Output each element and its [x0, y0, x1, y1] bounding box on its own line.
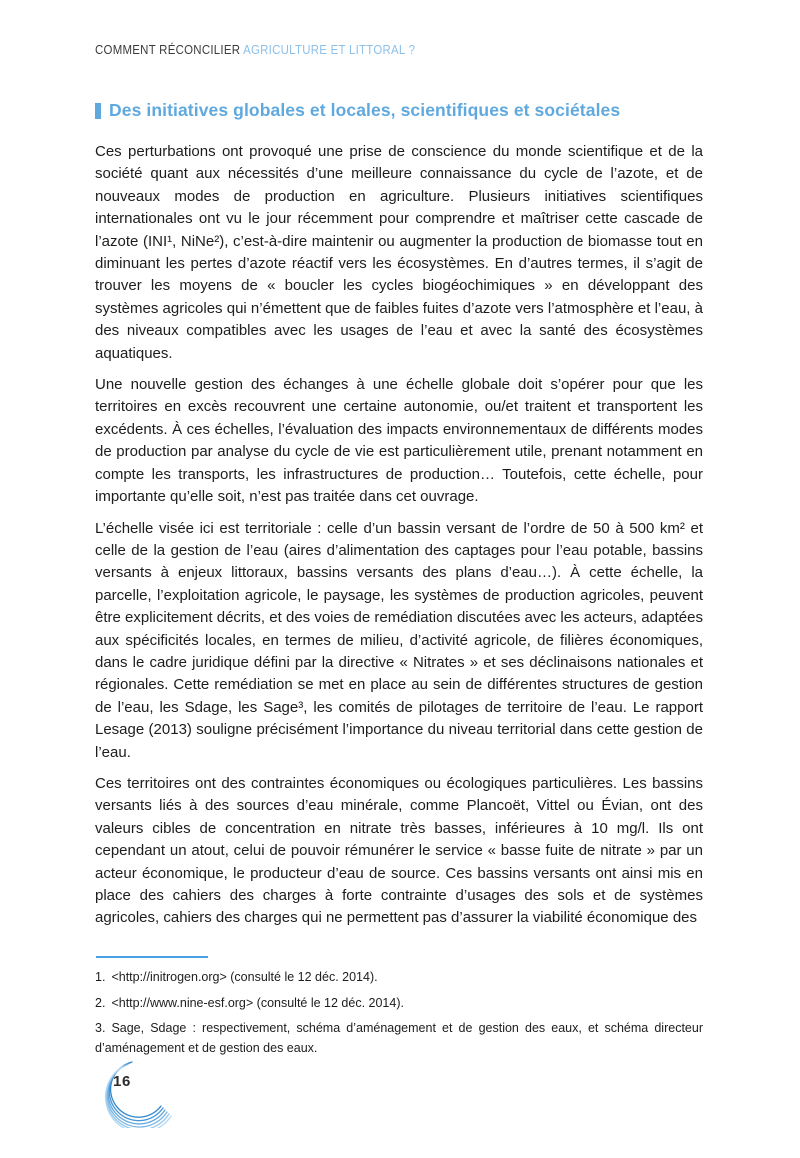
body-text [95, 141, 703, 939]
footnote-number: 1. [95, 970, 106, 984]
section-heading-text: Des initiatives globales et locales, scientifiques et sociétales [109, 100, 621, 120]
footnote [95, 994, 703, 1014]
footnote [95, 1019, 703, 1058]
footnote-number: 3. [95, 1021, 106, 1035]
heading-bullet-bar [95, 103, 101, 119]
footnote-text: <http://www.nine-esf.org> (consulté le 12 déc. 2014). [111, 995, 404, 1010]
page-corner-swoosh-icon [92, 1060, 184, 1128]
footnote-text: <http://initrogen.org> (consulté le 12 déc. 2014). [111, 970, 378, 984]
footnote-divider [96, 956, 208, 958]
running-head-title: COMMENT RÉCONCILIER [95, 42, 241, 57]
body-paragraph: Une nouvelle gestion des échanges à une échelle globale doit s’opérer pour que les territoires en excès recouvrent une certaine autonomie, ou/et traitent et transportent les excédents. À ces échelles, l’évaluation des impacts environnementaux de différents modes de production par analyse du cycle de vie est particulièrement utile, prenant notamment en compte les transports, les infrastructures de production… Toutefois, cette échelle, pour importante qu’elle soit, n’est pas traitée dans cet ouvrage. [95, 376, 703, 506]
footnote [95, 968, 703, 988]
footnote-text: Sage, Sdage : respectivement, schéma d’aménagement et de gestion des eaux, et schéma directeur d’aménagement et de gestion des eaux. [95, 1021, 703, 1055]
footnotes [95, 956, 703, 1064]
running-head-subtitle: AGRICULTURE ET LITTORAL ? [243, 42, 416, 57]
page-number: 16 [113, 1073, 131, 1090]
body-paragraph: Ces perturbations ont provoqué une prise de conscience du monde scientifique et de la société quant aux nécessités d’une meilleure connaissance du cycle de l’azote, et de nouveaux modes de production en agriculture. Plusieurs initiatives scientifiques internationales ont vu le jour récemment pour comprendre et maîtriser cette cascade de l’azote (INI¹, NiNe²), c’est-à-dire maintenir ou augmenter la production de biomasse tout en diminuant les pertes d’azote réactif vers les écosystèmes. En d’autres termes, il s’agit de trouver les moyens de « boucler les cycles biogéochimiques » en développant des systèmes agricoles qui n’émettent que de faibles fuites d’azote vers l’atmosphère et l’eau, à des niveaux compatibles avec les usages de l’eau et avec la santé des écosystèmes aquatiques. [95, 143, 703, 362]
body-paragraph: Ces territoires ont des contraintes économiques ou écologiques particulières. Les bassins versants liés à des sources d’eau minérale, comme Plancoët, Vittel ou Évian, ont des valeurs cibles de concentration en nitrate très basses, inférieures à 10 mg/l. Ils ont cependant un atout, celui de pouvoir rémunérer le service « basse fuite de nitrate » par un acteur économique, le producteur d’eau de source. Ces bassins versants ont ainsi mis en place des cahiers des charges à forte contrainte d’usages des sols et de systèmes agricoles, cahiers des charges qui ne permettent pas d’assurer la viabilité économique des [95, 774, 703, 927]
page-footer [92, 1060, 184, 1128]
running-head [95, 42, 415, 57]
section-heading [95, 100, 705, 121]
body-paragraph: L’échelle visée ici est territoriale : celle d’un bassin versant de l’ordre de 50 à 500 km² et celle de la gestion de l’eau (aires d’alimentation des captages pour l’eau potable, bassins versants à enjeux littoraux, bassins versants des plans d’eau…). À cette échelle, la parcelle, l’exploitation agricole, le paysage, les systèmes de production agricoles, peuvent être explicitement décrits, et des voies de remédiation discutées avec les acteurs, adaptées aux spécificités locales, en termes de milieu, d’activité agricole, de filières économiques, dans le cadre juridique défini par la directive « Nitrates » et ses déclinaisons nationales et régionales. Cette remédiation se met en place au sein de différentes structures de gestion de l’eau, les Sdage, les Sage³, les comités de pilotages de territoire de l’eau. Le rapport Lesage (2013) souligne précisément l’importance du niveau territorial dans cette gestion de l’eau. [95, 519, 703, 761]
footnote-number: 2. [95, 995, 106, 1010]
